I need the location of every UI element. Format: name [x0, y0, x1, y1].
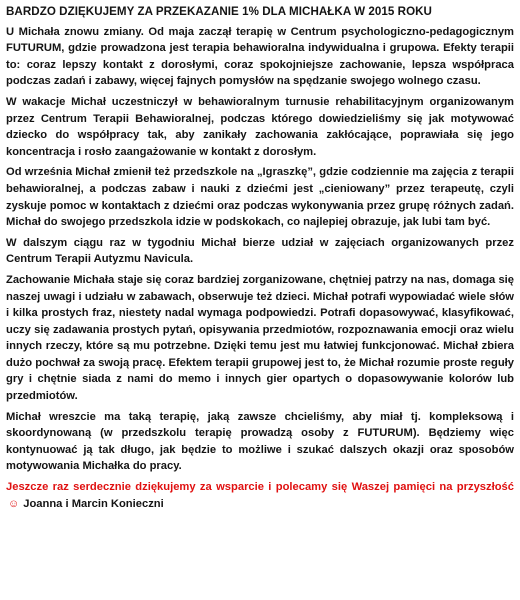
smiley-icon: ☺ — [8, 497, 20, 510]
paragraph-continuation: Michał wreszcie ma taką terapię, jaką zawsze chcieliśmy, aby miał tj. kompleksową i skoordynowaną (w przedszkolu terapię prowadzą osoby z FUTURUM). Będziemy więc kontynuować ją tak długo, jak będzie to możliwe i szukać dalszych okazji oraz sposobów motywowania Michałka do pracy. — [6, 410, 514, 473]
closing — [6, 479, 514, 512]
paragraph-navicula: W dalszym ciągu raz w tygodniu Michał bierze udział w zajęciach organizowanych przez Centrum Terapii Autyzmu Navicula. — [6, 236, 514, 266]
document-title: BARDZO DZIĘKUJEMY ZA PRZEKAZANIE 1% DLA MICHAŁKA W 2015 ROKU — [6, 5, 432, 18]
paragraph-futurum-therapy: U Michała znowu zmiany. Od maja zaczął terapię w Centrum psychologiczno-pedagogicznym FUTURUM, gdzie prowadzona jest terapia behawioralna indywidualna i grupowa. Efekty terapii to: coraz lepszy kontakt z dorosłymi, coraz spokojniejsze zachowanie, lepsza współpraca podczas zadań i zabawy, więcej fajnych pomysłów na spędzanie swojego wolnego czasu. — [6, 25, 514, 88]
signature: Joanna i Marcin Konieczni — [23, 497, 164, 510]
document — [6, 4, 514, 516]
paragraph-kindergarten: Od września Michał zmienił też przedszkole na „Igraszkę”, gdzie codziennie ma zajęcia z terapii behawioralnej, a podczas zabaw i nauki z dziećmi jest „cieniowany” przez terapeutę, czyli zyskuje pomoc w kontaktach z dziećmi oraz podczas wykonywania przez grupę różnych zadań. Michał do swojego przedszkola idzie w podskokach, co najlepiej obrazuje, jak lubi tam być. — [6, 166, 514, 229]
paragraph-summer-camp: W wakacje Michał uczestniczył w behawioralnym turnusie rehabilitacyjnym organizowanym przez Centrum Terapii Behawioralnej, podczas którego dowiedzieliśmy się jak motywować dziecko do współpracy tak, aby zanikały zachowania zakłócające, poprawiała się jego koncentracja i rosło zaangażowanie w kontakt z dorosłym. — [6, 95, 514, 158]
closing-thanks: Jeszcze raz serdecznie dziękujemy za wsparcie i polecamy się Waszej pamięci na przyszłość — [6, 481, 514, 494]
paragraph-progress: Zachowanie Michała staje się coraz bardziej zorganizowane, chętniej patrzy na nas, domaga się naszej uwagi i udziału w zabawach, obserwuje też dzieci. Michał potrafi wypowiadać wiele słów i kilka prostych fraz, niestety nadal wymaga podpowiedzi. Potrafi dopasowywać, klasyfikować, uczy się zadawania prostych pytań, opisywania przedmiotów, rozpoznawania emocji oraz wielu innych rzeczy, które są mu potrzebne. Dzięki temu jest mu łatwiej funkcjonować. Michał zbiera dużo pochwał za swoją pracę. Efektem terapii grupowej jest to, że Michał rozumie proste reguły gry i chętnie siada z nami do memo i innych gier opartych o dopasowywanie kolorów lub przedmiotów. — [6, 273, 514, 403]
